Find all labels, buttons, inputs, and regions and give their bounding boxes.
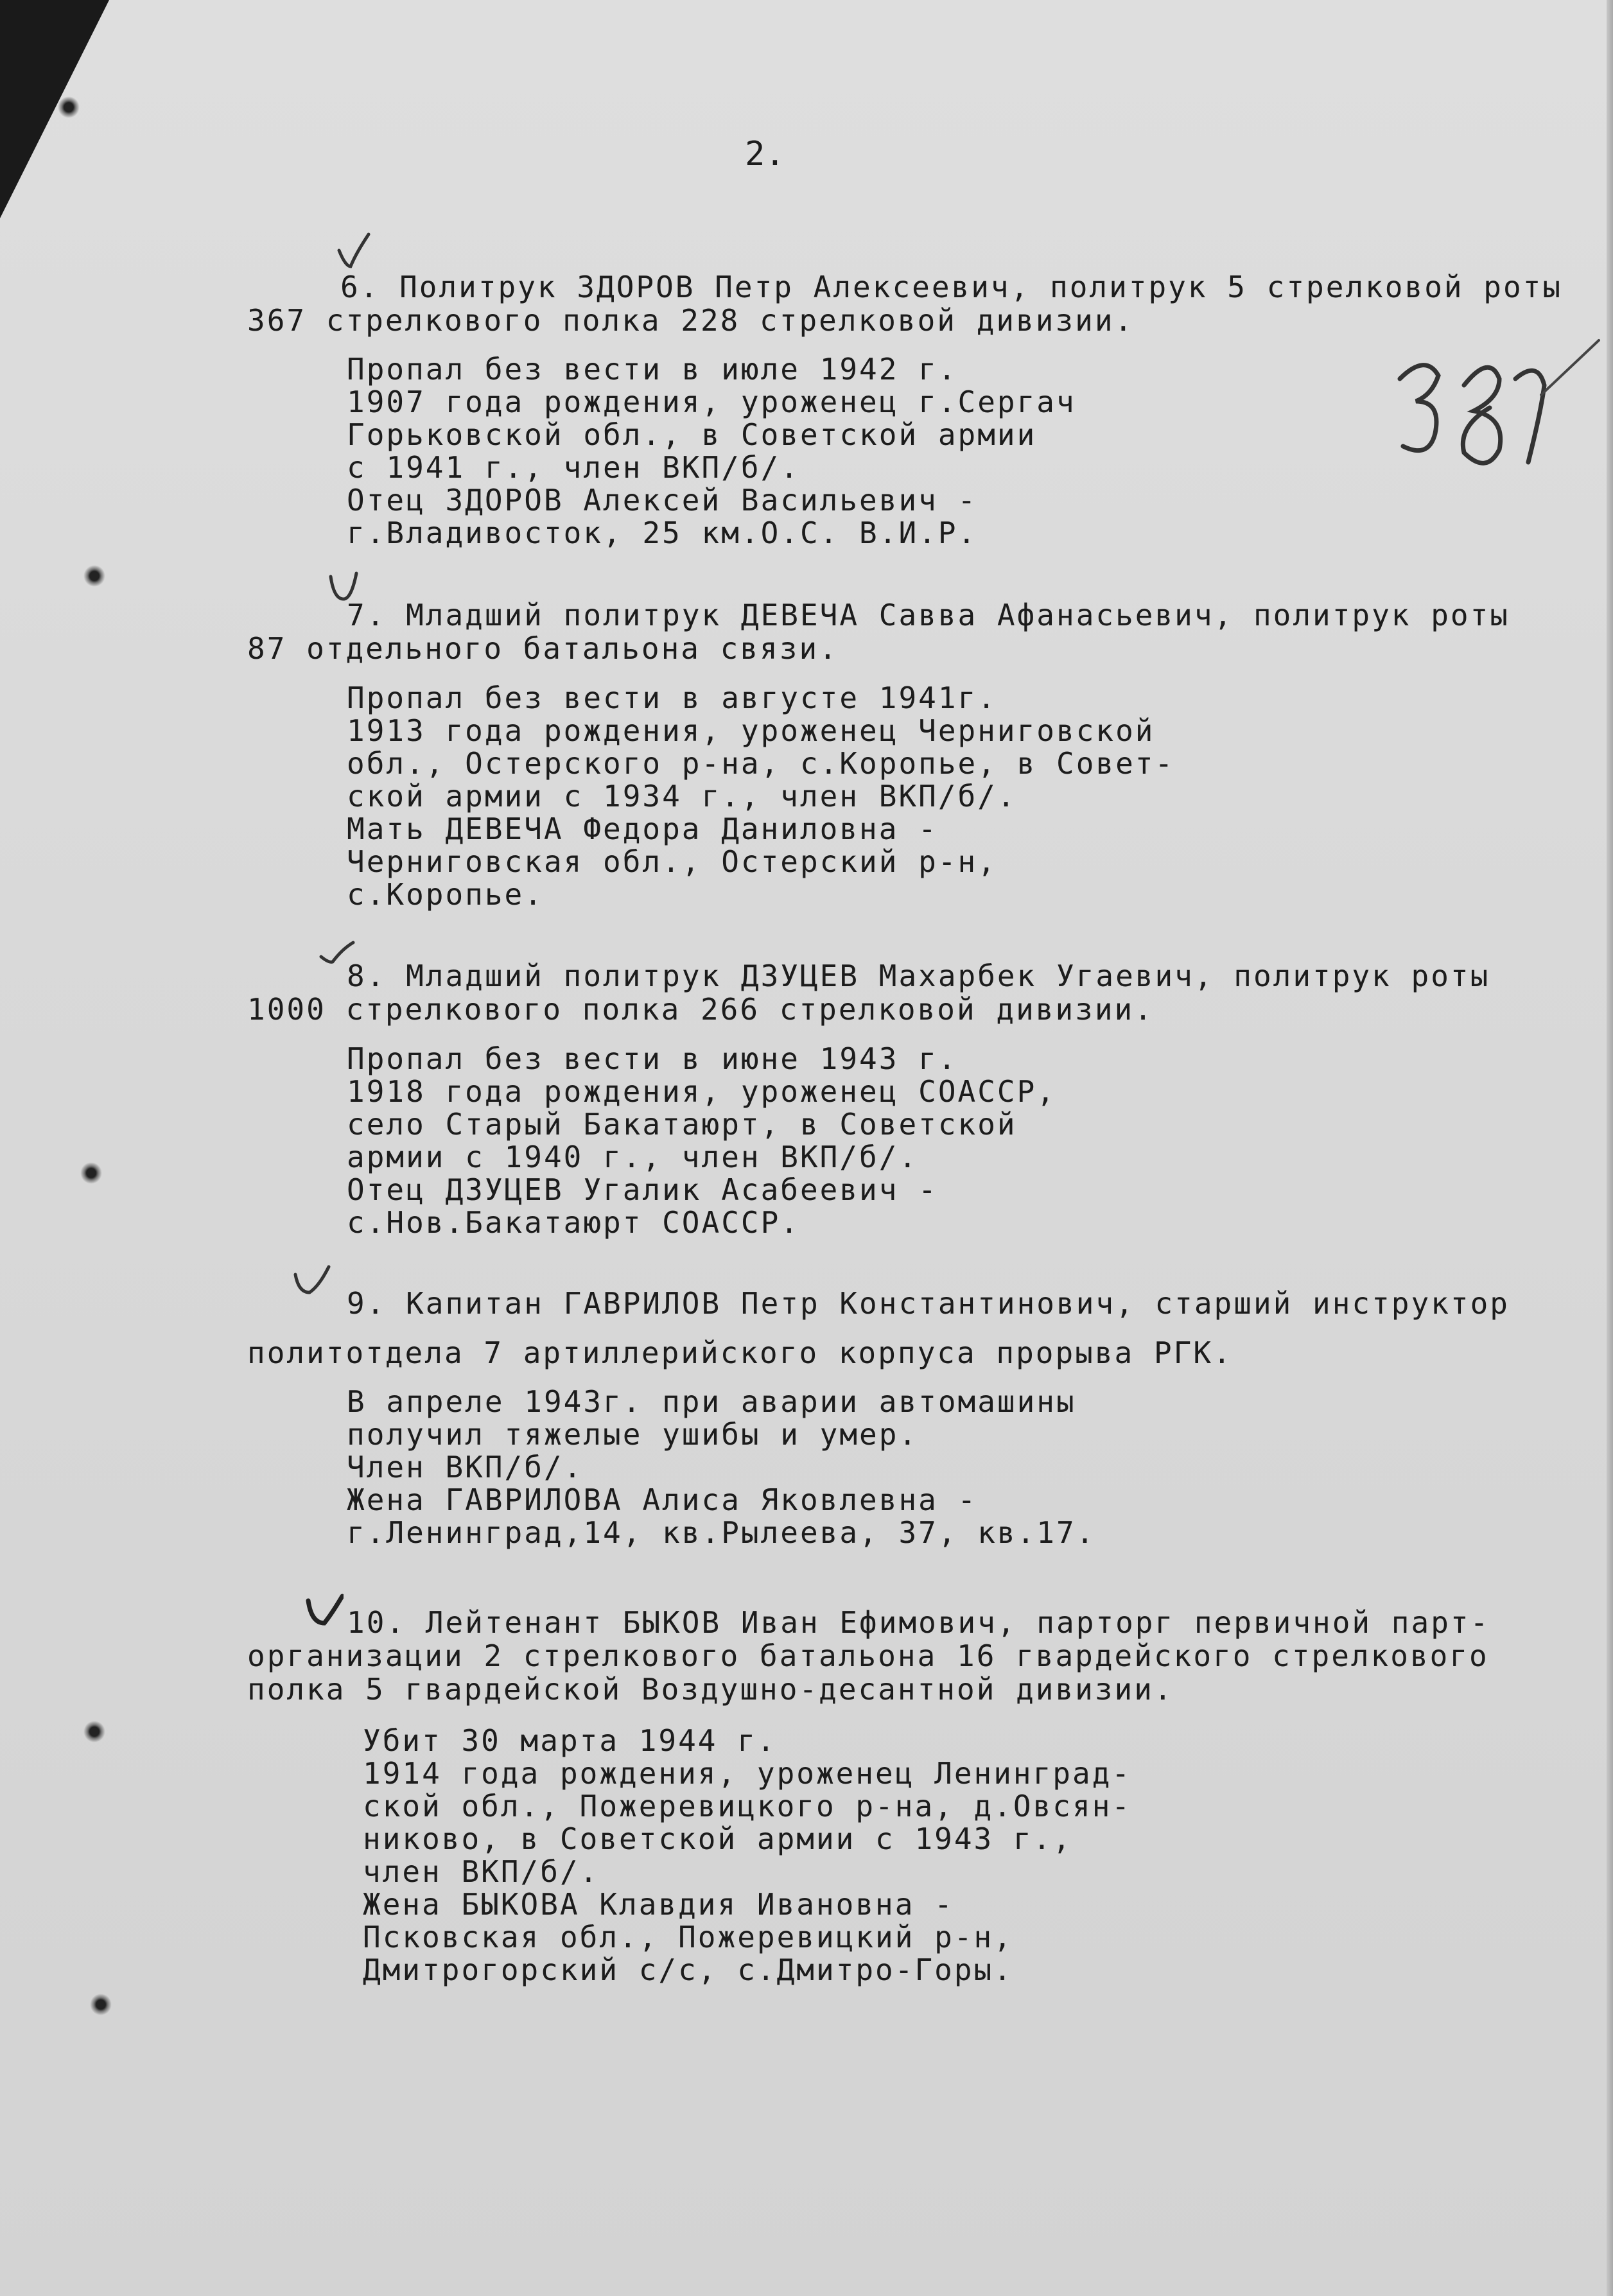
entry-detail-line: 1914 года рождения, уроженец Ленинград- [363,1756,1132,1791]
entry-detail-line: член ВКП/б/. [363,1854,600,1889]
entry-heading-line: 9. Капитан ГАВРИЛОВ Петр Константинович, старший инструктор [347,1286,1510,1321]
entry-detail-line: ской обл., Пожеревицкого р-на, д.Овсян- [363,1789,1132,1823]
entry-detail-line: Черниговская обл., Остерский р-н, [347,844,997,879]
entry-detail-line: Член ВКП/б/. [347,1450,584,1484]
entry-detail-line: Псковская обл., Пожеревицкий р-н, [363,1920,1013,1954]
entry-detail-line: получил тяжелые ушибы и умер. [347,1417,919,1452]
entry-detail-line: с.Коропье. [347,877,544,912]
entry-detail-line: никово, в Советской армии с 1943 г., [363,1822,1072,1856]
entry-detail-line: Убит 30 марта 1944 г. [363,1723,777,1758]
entry-detail-line: Жена БЫКОВА Клавдия Ивановна - [363,1887,954,1922]
entry-detail-line: ской армии с 1934 г., член ВКП/б/. [347,779,1017,813]
entry-detail-line: Дмитрогорский с/с, с.Дмитро-Горы. [363,1952,1013,1987]
entry-heading-line: 6. Политрук ЗДОРОВ Петр Алексеевич, политрук 5 стрелковой роты [340,270,1563,304]
entry-detail-line: Пропал без вести в августе 1941г. [347,681,997,715]
entry-detail-line: армии с 1940 г., член ВКП/б/. [347,1140,919,1174]
binding-hole [90,1994,112,2015]
binding-hole [83,1721,105,1743]
entry-detail-line: село Старый Бакатаюрт, в Советской [347,1107,1017,1142]
entry-detail-line: г.Владивосток, 25 км.О.С. В.И.Р. [347,516,978,550]
binding-hole [80,1162,102,1184]
entry-detail-line: Отец ДЗУЦЕВ Угалик Асабеевич - [347,1172,938,1207]
entry-detail-line: Пропал без вести в июле 1942 г. [347,352,958,387]
entry-heading-line: 87 отдельного батальона связи. [247,631,839,666]
archive-number-handwriting [1393,334,1605,501]
entry-detail-line: 1913 года рождения, уроженец Черниговской [347,713,1155,748]
entry-detail-line: Горьковской обл., в Советской армии [347,417,1037,452]
entry-heading-line: полка 5 гвардейской Воздушно-десантной дивизии. [247,1672,1174,1707]
entry-heading-line: организации 2 стрелкового батальона 16 гвардейского стрелкового [247,1639,1489,1673]
entry-heading-line: политотдела 7 артиллерийского корпуса прорыва РГК. [247,1335,1233,1370]
entry-heading-line: 8. Младший политрук ДЗУЦЕВ Махарбек Угаевич, политрук роты [347,959,1490,993]
entry-heading-line: 367 стрелкового полка 228 стрелковой дивизии. [247,303,1135,338]
entry-heading-line: 7. Младший политрук ДЕВЕЧА Савва Афанасьевич, политрук роты [347,598,1510,632]
checkmark-icon [334,231,372,270]
entry-detail-line: Мать ДЕВЕЧА Федора Даниловна - [347,812,938,846]
entry-heading-line: 1000 стрелкового полка 266 стрелковой дивизии. [247,992,1154,1027]
entry-detail-line: Жена ГАВРИЛОВА Алиса Яковлевна - [347,1483,978,1517]
entry-detail-line: с.Нов.Бакатаюрт СОАССР. [347,1205,800,1240]
entry-detail-line: обл., Остерского р-на, с.Коропье, в Совет- [347,746,1175,781]
entry-detail-line: Отец ЗДОРОВ Алексей Васильевич - [347,483,978,517]
entry-detail-line: Пропал без вести в июне 1943 г. [347,1041,958,1076]
entry-detail-line: с 1941 г., член ВКП/б/. [347,450,800,485]
binding-hole [58,96,80,118]
handwritten-archive-number [1393,334,1605,501]
entry-detail-line: 1918 года рождения, уроженец СОАССР, [347,1074,1056,1109]
torn-corner [0,0,109,218]
entry-detail-line: 1907 года рождения, уроженец г.Сергач [347,385,1076,419]
page-number: 2. [745,135,785,173]
entry-detail-line: В апреле 1943г. при аварии автомашины [347,1384,1076,1419]
checkmark-icon [292,1262,331,1300]
binding-hole [83,565,105,587]
entry-heading-line: 10. Лейтенант БЫКОВ Иван Ефимович, парторг первичной парт- [347,1605,1490,1640]
entry-detail-line: г.Ленинград,14, кв.Рылеева, 37, кв.17. [347,1515,1096,1550]
page-edge [1607,0,1613,2296]
checkmark-icon [305,1591,344,1630]
